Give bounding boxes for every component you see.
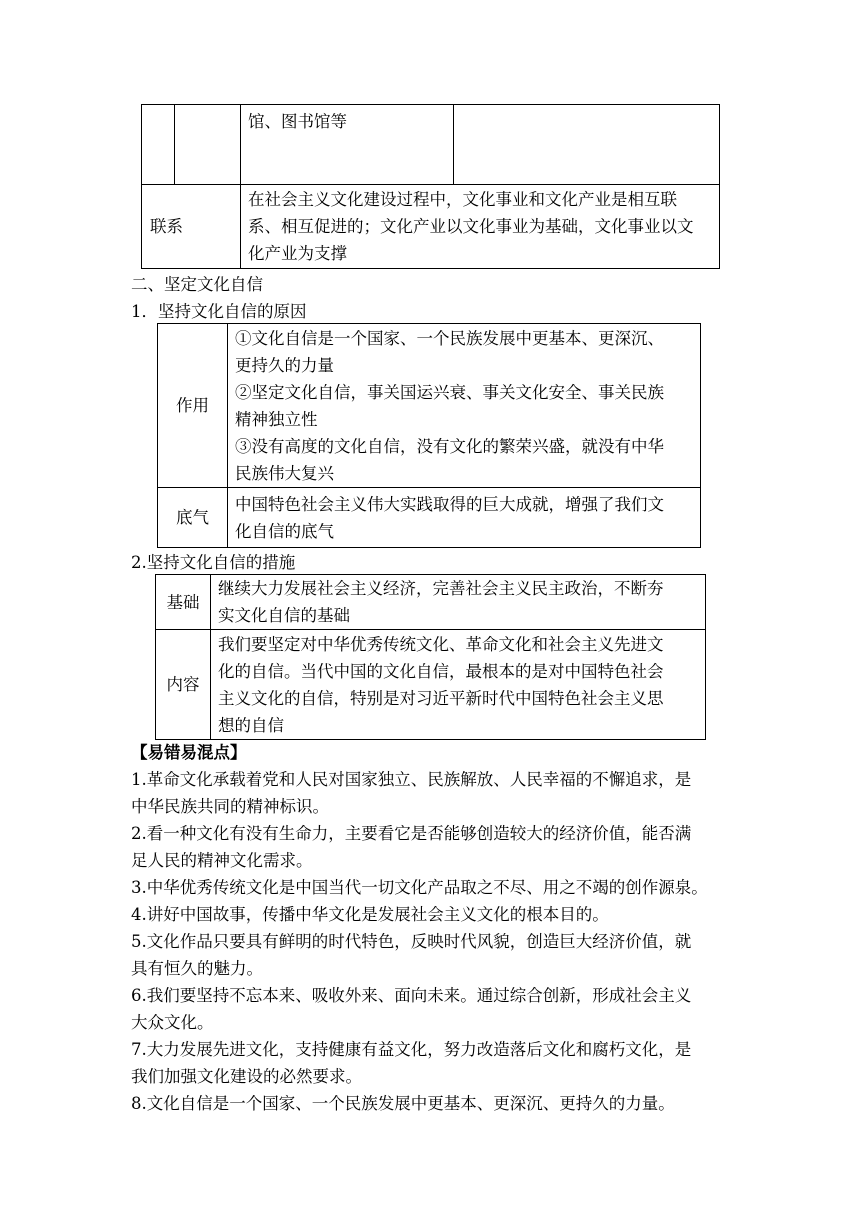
cell-line: 实文化自信的基础 [218, 606, 350, 625]
row-content-cell [241, 185, 720, 269]
cell-line: 在社会主义文化建设过程中，文化事业和文化产业是相互联 [248, 190, 677, 209]
table-measures [155, 574, 706, 740]
cell-line: 化的自信。当代中国的文化自信，最根本的是对中国特色社会 [218, 661, 664, 681]
list-item-line: 6.我们要坚持不忘本来、吸收外来、面向未来。通过综合创新，形成社会主义 [131, 986, 692, 1005]
cell-line: 我们要坚定对中华优秀传统文化、革命文化和社会主义先进文 [218, 634, 664, 654]
table-culture-undertaking-industry [141, 104, 720, 269]
errors-list [131, 766, 735, 1117]
table-row [156, 630, 706, 740]
cell-line: 主义文化的自信，特别是对习近平新时代中国特色社会主义思 [218, 688, 664, 708]
row-content-cell [228, 324, 701, 488]
table-row [142, 185, 720, 269]
cell-line: ③没有高度的文化自信，没有文化的繁荣兴盛，就没有中华 [235, 436, 664, 456]
row-label-cell [158, 324, 228, 488]
list-item-line: 中华民族共同的精神标识。 [131, 797, 329, 816]
row-label: 底气 [176, 508, 209, 527]
cell-line: 更持久的力量 [235, 355, 334, 375]
table-cell [454, 105, 720, 185]
list-item-line: 具有恒久的魅力。 [131, 959, 263, 978]
section-title: 二、坚定文化自信 [131, 275, 263, 294]
cell-line: 民族伟大复兴 [235, 463, 334, 483]
row-label: 联系 [150, 217, 183, 236]
errors-title: 【易错易混点】 [131, 743, 247, 762]
table-row [158, 488, 701, 548]
list-item-line: 4.讲好中国故事，传播中华文化是发展社会主义文化的根本目的。 [131, 905, 609, 924]
row-content-cell [228, 488, 701, 548]
list-item-line: 5.文化作品只要具有鲜明的时代特色，反映时代风貌，创造巨大经济价值，就 [131, 932, 692, 951]
table-cell [175, 105, 241, 185]
row-content-cell [211, 630, 706, 740]
row-content-cell [211, 575, 706, 630]
list-item-line: 我们加强文化建设的必然要求。 [131, 1067, 362, 1086]
list-item-line: 7.大力发展先进文化，支持健康有益文化，努力改造落后文化和腐朽文化，是 [131, 1040, 692, 1059]
cell-line: ②坚定文化自信，事关国运兴衰、事关文化安全、事关民族 [235, 382, 664, 402]
list-item-line: 3.中华优秀传统文化是中国当代一切文化产品取之不尽、用之不竭的创作源泉。 [131, 878, 708, 897]
cell-line: 化产业为支撑 [248, 244, 347, 263]
row-label-cell [156, 575, 211, 630]
table-reasons [157, 323, 701, 548]
table-row [142, 105, 720, 185]
subsection-title: 1．坚持文化自信的原因 [131, 302, 307, 321]
row-label-cell [156, 630, 211, 740]
cell-line: ①文化自信是一个国家、一个民族发展中更基本、更深沉、 [235, 328, 664, 348]
row-label: 作用 [176, 396, 209, 415]
table-cell [142, 105, 175, 185]
table-row [158, 324, 701, 488]
cell-line: 系、相互促进的；文化产业以文化事业为基础，文化事业以文 [248, 217, 694, 236]
cell-line: 中国特色社会主义伟大实践取得的巨大成就，增强了我们文 [235, 494, 664, 514]
row-label: 基础 [166, 592, 200, 612]
list-item-line: 1.革命文化承载着党和人民对国家独立、民族解放、人民幸福的不懈追求，是 [131, 770, 692, 789]
cell-text: 馆、图书馆等 [248, 112, 347, 131]
list-item-line: 大众文化。 [131, 1013, 214, 1032]
row-label: 内容 [166, 675, 200, 694]
cell-line: 继续大力发展社会主义经济，完善社会主义民主政治，不断夯 [218, 579, 664, 598]
cell-line: 化自信的底气 [235, 521, 334, 541]
table-row [156, 575, 706, 630]
table-cell [241, 105, 454, 185]
cell-line: 精神独立性 [235, 409, 318, 429]
list-item-line: 足人民的精神文化需求。 [131, 851, 313, 870]
list-item-line: 8.文化自信是一个国家、一个民族发展中更基本、更深沉、更持久的力量。 [131, 1094, 675, 1113]
cell-line: 想的自信 [218, 715, 284, 735]
list-item-line: 2.看一种文化有没有生命力，主要看它是否能够创造较大的经济价值，能否满 [131, 824, 692, 843]
row-label-cell [142, 185, 241, 269]
subsection-title: 2.坚持文化自信的措施 [131, 553, 296, 572]
row-label-cell [158, 488, 228, 548]
